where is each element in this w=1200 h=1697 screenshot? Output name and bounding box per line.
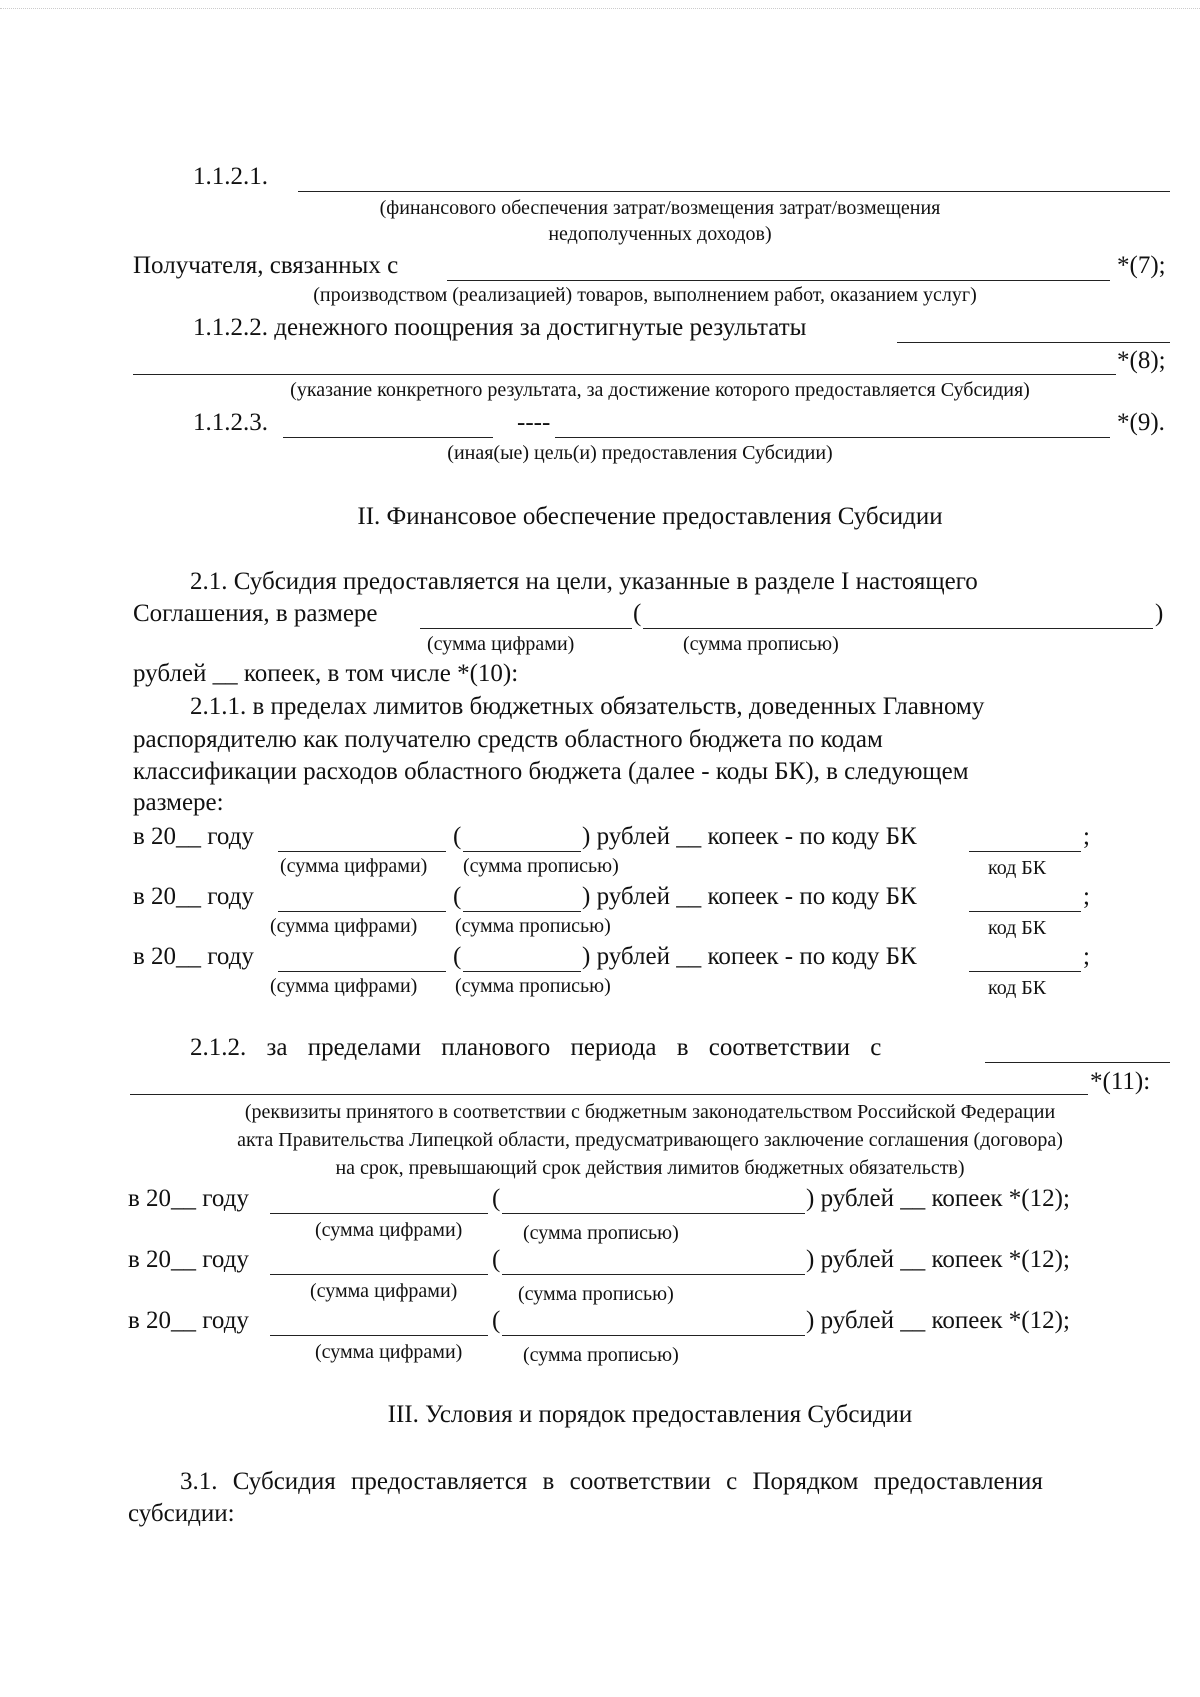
blank-field[interactable]	[130, 1094, 1088, 1095]
blank-field[interactable]	[420, 628, 632, 629]
clause-1-1-2-2: 1.1.2.2. денежного поощрения за достигнутые результаты	[193, 314, 807, 341]
caption: (сумма прописью)	[455, 975, 611, 997]
open-paren: (	[633, 600, 642, 627]
blank-field[interactable]	[283, 437, 493, 438]
caption: недополученных доходов)	[548, 223, 772, 245]
footnote-ref: *(9).	[1117, 409, 1165, 436]
blank-field[interactable]	[278, 971, 446, 972]
caption: (сумма цифрами)	[315, 1341, 463, 1363]
year-row-text: ) рублей __ копеек - по коду БК	[582, 823, 917, 850]
clause-1-1-2-1-number: 1.1.2.1.	[193, 163, 268, 190]
open-paren: (	[492, 1307, 501, 1334]
year-prefix: в 20__ году	[133, 883, 254, 910]
caption: на срок, превышающий срок действия лимитов бюджетных обязательств)	[335, 1157, 965, 1179]
row-end: ;	[1083, 823, 1090, 850]
blank-field[interactable]	[278, 851, 446, 852]
open-paren: (	[453, 943, 462, 970]
row-end: ;	[1083, 943, 1090, 970]
caption: (производством (реализацией) товаров, выполнением работ, оказанием услуг)	[313, 284, 977, 306]
caption: (финансового обеспечения затрат/возмещения затрат/возмещения	[379, 197, 941, 219]
caption: (сумма цифрами)	[270, 915, 418, 937]
year-prefix: в 20__ году	[128, 1185, 249, 1212]
caption: (сумма цифрами)	[315, 1219, 463, 1241]
caption: (сумма прописью)	[463, 855, 619, 877]
blank-field[interactable]	[278, 911, 446, 912]
caption: (сумма прописью)	[683, 633, 839, 655]
footnote-ref: *(8);	[1117, 347, 1166, 374]
blank-field[interactable]	[298, 191, 1170, 192]
open-paren: (	[453, 883, 462, 910]
caption: код БК	[988, 857, 1047, 879]
blank-field[interactable]	[502, 1335, 805, 1336]
year-prefix: в 20__ году	[128, 1307, 249, 1334]
blank-field[interactable]	[270, 1335, 488, 1336]
dash: ----	[517, 409, 551, 436]
blank-field[interactable]	[969, 971, 1081, 972]
clause-2-1-line3: рублей __ копеек, в том числе *(10):	[133, 660, 519, 687]
blank-field[interactable]	[555, 437, 1110, 438]
row-end: ;	[1083, 883, 1090, 910]
caption: (указание конкретного результата, за достижение которого предоставляется Субсидия)	[290, 379, 1030, 401]
footnote-ref: *(7);	[1117, 252, 1166, 279]
caption: (иная(ые) цель(и) предоставления Субсидии)	[447, 442, 833, 464]
clause-2-1-line2: Соглашения, в размере	[133, 600, 378, 627]
caption: (сумма прописью)	[523, 1222, 679, 1244]
caption: (сумма цифрами)	[280, 855, 428, 877]
caption: (сумма цифрами)	[270, 975, 418, 997]
year-row-text: ) рублей __ копеек - по коду БК	[582, 943, 917, 970]
close-paren: )	[1155, 600, 1164, 627]
blank-field[interactable]	[643, 628, 1153, 629]
blank-field[interactable]	[133, 374, 1116, 375]
caption: (сумма цифрами)	[310, 1280, 458, 1302]
section-2-title: II. Финансовое обеспечение предоставления Субсидии	[357, 503, 943, 530]
year-prefix: в 20__ году	[133, 943, 254, 970]
recipient-text: Получателя, связанных с	[133, 252, 399, 279]
blank-field[interactable]	[463, 971, 581, 972]
caption: код БК	[988, 917, 1047, 939]
clause-2-1-line1: 2.1. Субсидия предоставляется на цели, указанные в разделе I настоящего	[190, 568, 978, 595]
caption: (сумма прописью)	[523, 1344, 679, 1366]
blank-field[interactable]	[502, 1213, 805, 1214]
blank-field[interactable]	[969, 851, 1081, 852]
year-row-text: ) рублей __ копеек *(12);	[806, 1307, 1070, 1334]
year-row-text: ) рублей __ копеек *(12);	[806, 1185, 1070, 1212]
blank-field[interactable]	[897, 342, 1170, 343]
clause-3-1-line1: 3.1. Субсидия предоставляется в соответствии с Порядком предоставления	[180, 1468, 1043, 1495]
year-prefix: в 20__ году	[133, 823, 254, 850]
blank-field[interactable]	[447, 280, 1110, 281]
year-row-text: ) рублей __ копеек - по коду БК	[582, 883, 917, 910]
clause-2-1-1-line4: размере:	[133, 789, 224, 816]
clause-2-1-1-line2: распорядителю как получателю средств областного бюджета по кодам	[133, 726, 883, 753]
blank-field[interactable]	[270, 1274, 488, 1275]
blank-field[interactable]	[463, 911, 581, 912]
blank-field[interactable]	[985, 1062, 1170, 1063]
open-paren: (	[453, 823, 462, 850]
clause-1-1-2-3-number: 1.1.2.3.	[193, 409, 268, 436]
caption: (сумма цифрами)	[427, 633, 575, 655]
caption: (реквизиты принятого в соответствии с бюджетным законодательством Российской Федерации	[244, 1101, 1056, 1123]
year-row-text: ) рублей __ копеек *(12);	[806, 1246, 1070, 1273]
clause-2-1-1-line3: классификации расходов областного бюджета (далее - коды БК), в следующем	[133, 758, 969, 785]
caption: (сумма прописью)	[455, 915, 611, 937]
footnote-ref: *(11):	[1090, 1068, 1151, 1095]
caption: (сумма прописью)	[518, 1283, 674, 1305]
clause-3-1-line2: субсидии:	[128, 1500, 235, 1527]
open-paren: (	[492, 1246, 501, 1273]
blank-field[interactable]	[969, 911, 1081, 912]
blank-field[interactable]	[502, 1274, 805, 1275]
section-3-title: III. Условия и порядок предоставления Субсидии	[387, 1401, 913, 1428]
blank-field[interactable]	[270, 1213, 488, 1214]
blank-field[interactable]	[463, 851, 581, 852]
scan-edge	[0, 8, 1200, 9]
year-prefix: в 20__ году	[128, 1246, 249, 1273]
clause-2-1-1-line1: 2.1.1. в пределах лимитов бюджетных обязательств, доведенных Главному	[190, 693, 985, 720]
open-paren: (	[492, 1185, 501, 1212]
caption: акта Правительства Липецкой области, предусматривающего заключение соглашения (договора)	[237, 1129, 1063, 1151]
caption: код БК	[988, 977, 1047, 999]
clause-2-1-2-line1: 2.1.2. за пределами планового периода в соответствии с	[190, 1034, 882, 1061]
